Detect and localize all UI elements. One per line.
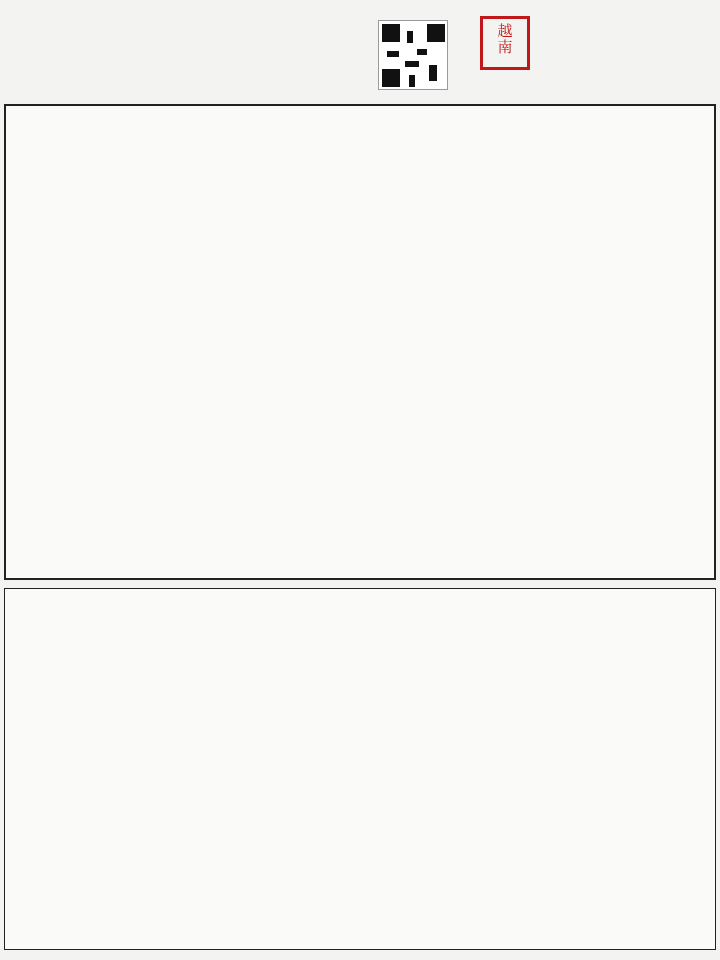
header: [0, 0, 720, 100]
seal-stamp: 越 南: [480, 16, 530, 70]
chart-grid: [4, 104, 716, 580]
qr-code: [378, 20, 448, 90]
year-grid: [4, 588, 716, 950]
